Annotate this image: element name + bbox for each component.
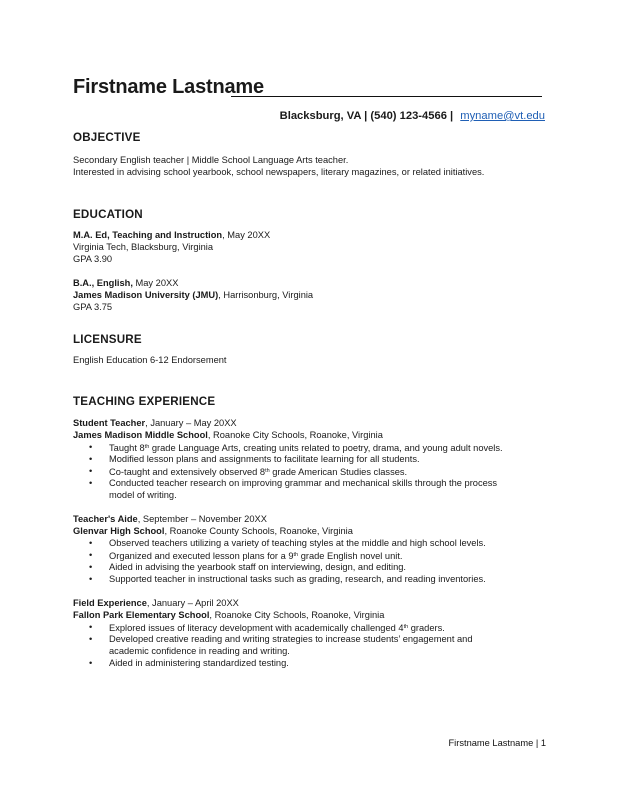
ma-school: Virginia Tech, Blacksburg, Virginia <box>73 242 214 252</box>
job2-loc: , Roanoke County Schools, Roanoke, Virginia <box>164 526 353 536</box>
bullet-icon: • <box>89 634 93 644</box>
contact-info: Blacksburg, VA | (540) 123-4566 | <box>279 110 454 122</box>
bullet-icon: • <box>89 658 93 668</box>
job3-org: Fallon Park Elementary School <box>73 610 210 620</box>
job3-date: , January – April 20XX <box>146 598 239 608</box>
bullet-icon: • <box>89 550 93 560</box>
list-item: • Conducted teacher research on improving grammar and mechanical skills through the process <box>89 478 498 488</box>
education-ba-degree <box>73 278 178 290</box>
education-ma-degree <box>73 230 270 242</box>
list-item: • Supported teacher in instructional tasks such as grading, research, and reading inventories. <box>89 574 486 584</box>
bullet-icon: • <box>89 562 93 572</box>
list-item: • Organized and executed lesson plans for a 9th grade English novel unit. <box>89 550 403 561</box>
objective-line: Interested in advising school yearbook, school newspapers, literary magazines, or related initiatives. <box>73 167 485 177</box>
job2-title: Teacher's Aide <box>73 514 138 524</box>
list-item: • Taught 8th grade Language Arts, creating units related to poetry, drama, and young adult novels. <box>89 442 503 453</box>
contact-line <box>280 110 545 122</box>
ma-gpa: GPA 3.90 <box>73 254 113 264</box>
job3-loc: , Roanoke City Schools, Roanoke, Virginia <box>209 610 385 620</box>
bullet-icon: • <box>89 574 93 584</box>
list-item-continuation: academic confidence in reading and writing. <box>109 646 290 656</box>
job1-date: , January – May 20XX <box>145 418 237 428</box>
list-item: • Explored issues of literacy development with academically challenged 4th graders. <box>89 622 445 633</box>
job3-title: Field Experience <box>73 598 147 608</box>
bullet-icon: • <box>89 538 93 548</box>
experience-heading: TEACHING EXPERIENCE <box>73 395 216 408</box>
job2-org-line <box>73 526 353 538</box>
bullet-icon: • <box>89 454 93 464</box>
ba-gpa: GPA 3.75 <box>73 302 113 312</box>
bullet-icon: • <box>89 478 93 488</box>
ba-degree-title: B.A., English, <box>73 278 133 288</box>
bullet-icon: • <box>89 466 93 476</box>
job2-title-line <box>73 514 267 526</box>
list-item-continuation: model of writing. <box>109 490 177 500</box>
job1-loc: , Roanoke City Schools, Roanoke, Virginia <box>207 430 383 440</box>
job1-title: Student Teacher <box>73 418 146 428</box>
job3-title-line <box>73 598 239 610</box>
email-link[interactable]: myname@vt.edu <box>460 110 545 122</box>
job2-org: Glenvar High School <box>73 526 165 536</box>
objective-line: Secondary English teacher | Middle School Language Arts teacher. <box>73 155 349 165</box>
ma-degree-title: M.A. Ed, Teaching and Instruction <box>73 230 223 240</box>
list-item: • Aided in administering standardized testing. <box>89 658 289 668</box>
list-item: • Aided in advising the yearbook staff on interviewing, design, and editing. <box>89 562 407 572</box>
ba-school: James Madison University (JMU) <box>73 290 219 300</box>
job1-org: James Madison Middle School <box>73 430 208 440</box>
bullet-icon: • <box>89 622 93 632</box>
job1-org-line <box>73 430 383 442</box>
licensure-line: English Education 6-12 Endorsement <box>73 355 227 365</box>
list-item: • Observed teachers utilizing a variety of teaching styles at the middle and high school levels. <box>89 538 486 548</box>
education-heading: EDUCATION <box>73 208 143 221</box>
page-footer: Firstname Lastname | 1 <box>448 738 546 748</box>
ba-date: May 20XX <box>132 278 179 288</box>
job1-title-line <box>73 418 237 430</box>
objective-heading: OBJECTIVE <box>73 131 141 144</box>
list-item: • Developed creative reading and writing strategies to increase students’ engagement and <box>89 634 473 644</box>
ba-location: , Harrisonburg, Virginia <box>218 290 314 300</box>
name-heading: Firstname Lastname <box>73 76 264 98</box>
ba-school-line <box>73 290 313 302</box>
ma-date: , May 20XX <box>222 230 271 240</box>
list-item: • Co-taught and extensively observed 8th grade American Studies classes. <box>89 466 408 477</box>
job3-org-line <box>73 610 384 622</box>
job2-date: , September – November 20XX <box>137 514 267 524</box>
bullet-icon: • <box>89 442 93 452</box>
licensure-heading: LICENSURE <box>73 333 142 346</box>
name-underline <box>231 96 542 97</box>
list-item: • Modified lesson plans and assignments to facilitate learning for all students. <box>89 454 420 464</box>
